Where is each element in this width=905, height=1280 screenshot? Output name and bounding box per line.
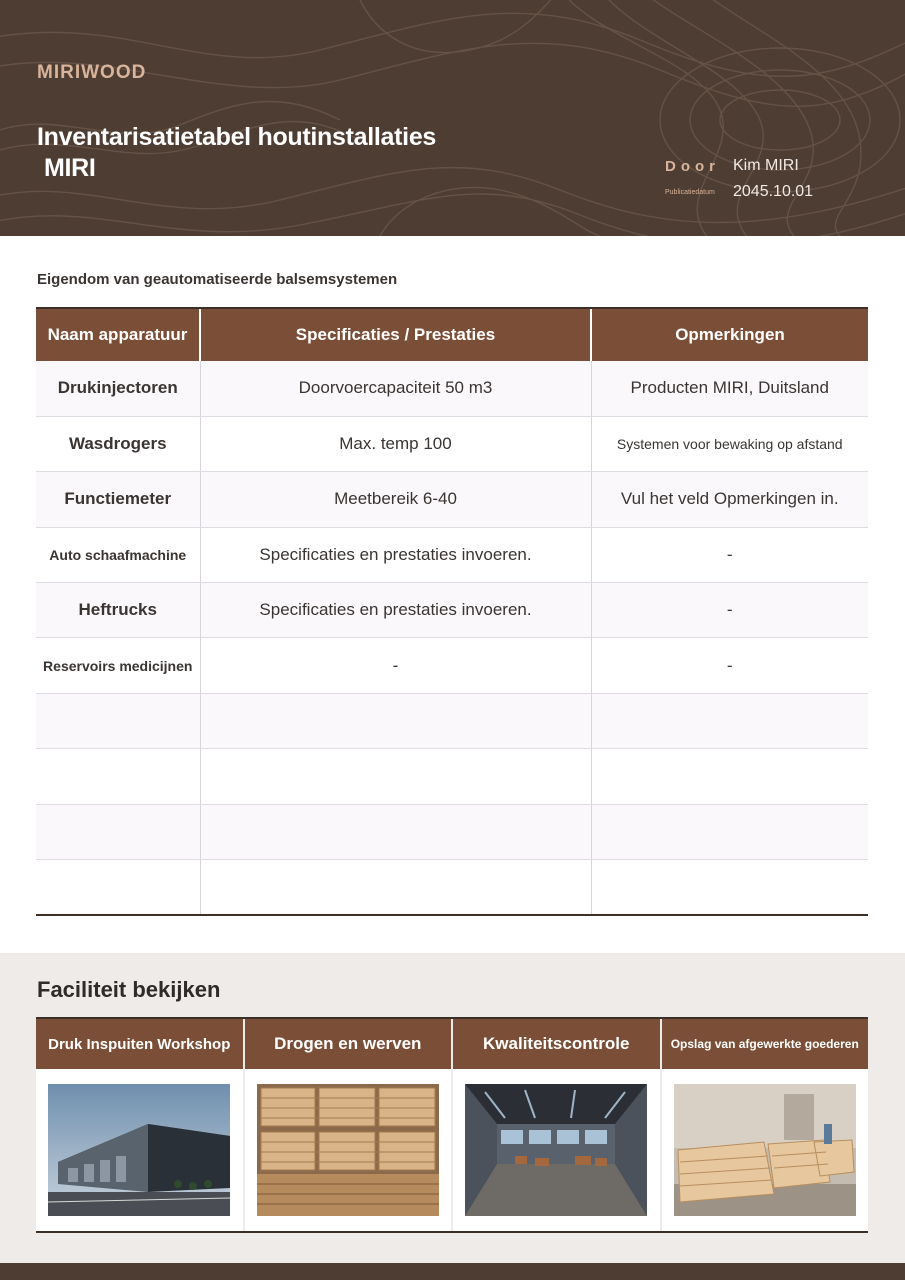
equipment-cell: Functiemeter [36, 472, 200, 527]
equipment-cell [36, 749, 200, 804]
specification-cell [200, 693, 591, 748]
remark-cell: Systemen voor bewaking op afstand [591, 416, 868, 471]
facility-card [36, 1019, 243, 1231]
table-row [36, 860, 868, 915]
remark-cell: - [591, 583, 868, 638]
date-row [665, 179, 813, 205]
facility-card [660, 1019, 869, 1231]
author-name: Kim MIRI [733, 157, 799, 174]
inventory-table [36, 307, 868, 916]
author-label: Door [665, 157, 720, 175]
table-row [36, 527, 868, 582]
remark-cell: Vul het veld Opmerkingen in. [591, 472, 868, 527]
facility-image-frame [245, 1069, 452, 1231]
facility-image-frame [662, 1069, 869, 1231]
equipment-cell [36, 804, 200, 859]
column-header-specifications: Specificaties / Prestaties [200, 308, 591, 361]
equipment-cell [36, 693, 200, 748]
brand-logo: MIRIWOOD [37, 62, 147, 83]
specification-cell: Max. temp 100 [200, 416, 591, 471]
facility-section [0, 953, 905, 1263]
page-title [37, 122, 507, 184]
facility-gallery [36, 1017, 868, 1233]
facility-card [243, 1019, 452, 1231]
author-row [665, 153, 813, 179]
remark-cell: - [591, 527, 868, 582]
equipment-cell: Auto schaafmachine [36, 527, 200, 582]
section-subtitle: Eigendom van geautomatiseerde balsemsystemen [37, 271, 398, 288]
facility-image-frame [453, 1069, 660, 1231]
table-row [36, 804, 868, 859]
facility-heading: Faciliteit bekijken [37, 977, 221, 1002]
header-banner [0, 0, 905, 236]
specification-cell: Specificaties en prestaties invoeren. [200, 527, 591, 582]
warehouse-interior-image [465, 1084, 647, 1216]
equipment-cell: Heftrucks [36, 583, 200, 638]
factory-exterior-image [48, 1084, 230, 1216]
publication-date-label: Publicatiedatum [665, 188, 715, 196]
remark-cell [591, 749, 868, 804]
table-row [36, 749, 868, 804]
document-meta [665, 153, 813, 205]
specification-cell: Doorvoercapaciteit 50 m3 [200, 361, 591, 416]
specification-cell [200, 749, 591, 804]
table-row [36, 693, 868, 748]
facility-image-frame [36, 1069, 243, 1231]
equipment-cell: Drukinjectoren [36, 361, 200, 416]
table-row [36, 583, 868, 638]
table-header-row [36, 308, 868, 361]
equipment-cell: Reservoirs medicijnen [36, 638, 200, 693]
remark-cell [591, 693, 868, 748]
equipment-cell: Wasdrogers [36, 416, 200, 471]
lumber-stacks-image [257, 1084, 439, 1216]
specification-cell [200, 804, 591, 859]
remark-cell [591, 804, 868, 859]
facility-caption: Kwaliteitscontrole [453, 1019, 660, 1069]
page-title-line-1: Inventarisatietabel houtinstallaties [37, 123, 437, 151]
column-header-equipment: Naam apparatuur [36, 308, 200, 361]
publication-date: 2045.10.01 [733, 183, 814, 200]
specification-cell [200, 860, 591, 915]
facility-caption: Drogen en werven [245, 1019, 452, 1069]
specification-cell: Meetbereik 6-40 [200, 472, 591, 527]
facility-card [451, 1019, 660, 1231]
page-title-line-2: MIRI [44, 154, 96, 182]
facility-caption: Opslag van afgewerkte goederen [662, 1019, 869, 1069]
remark-cell: Producten MIRI, Duitsland [591, 361, 868, 416]
column-header-remarks: Opmerkingen [591, 308, 868, 361]
table-row [36, 416, 868, 471]
table-row [36, 638, 868, 693]
table-row [36, 472, 868, 527]
stored-boards-image [674, 1084, 856, 1216]
remark-cell: - [591, 638, 868, 693]
equipment-cell [36, 860, 200, 915]
table-row [36, 361, 868, 416]
facility-caption: Druk Inspuiten Workshop [36, 1019, 243, 1069]
remark-cell [591, 860, 868, 915]
specification-cell: Specificaties en prestaties invoeren. [200, 583, 591, 638]
specification-cell: - [200, 638, 591, 693]
footer-bar [0, 1263, 905, 1280]
